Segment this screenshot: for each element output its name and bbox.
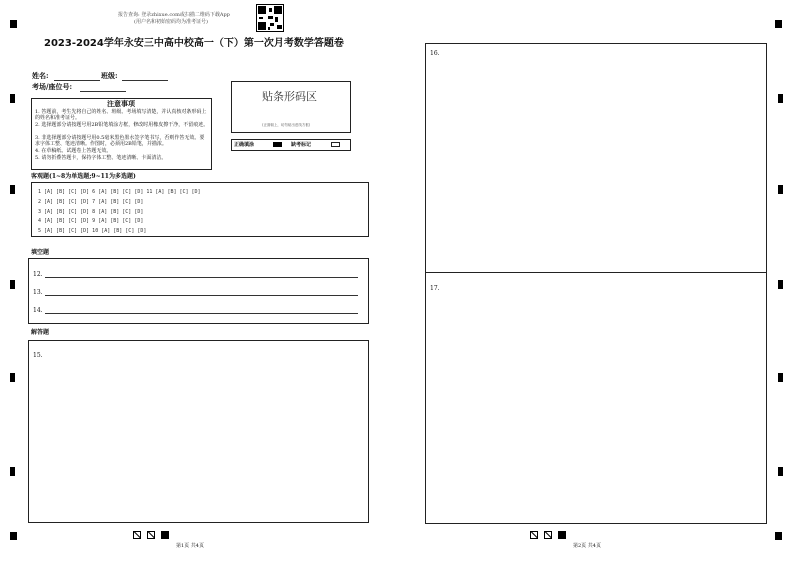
page-code-fill <box>161 531 169 539</box>
timing-mark <box>778 280 783 289</box>
question-12-label: 12. <box>33 271 43 278</box>
notes-title: 注意事项 <box>107 99 135 108</box>
objective-row[interactable]: 5 [A] [B] [C] [D] 10 [A] [B] [C] [D] <box>38 228 147 234</box>
room-label: 考场/座位号: <box>32 82 73 91</box>
timing-mark <box>10 185 15 194</box>
page-code-box <box>530 531 538 539</box>
class-label: 班级: <box>101 71 118 80</box>
page-code-box <box>544 531 552 539</box>
registration-mark <box>10 20 17 28</box>
fill-in-box <box>28 258 369 324</box>
correct-fill-label: 正确填涂 <box>234 142 255 148</box>
objective-row[interactable]: 3 [A] [B] [C] [D] 8 [A] [B] [C] [D] <box>38 209 144 215</box>
page-code-box <box>147 531 155 539</box>
objective-row[interactable]: 2 [A] [B] [C] [D] 7 [A] [B] [C] [D] <box>38 199 144 205</box>
correct-fill-sample <box>273 142 282 147</box>
notes-item: 5. 请勿折叠答题卡，保持字体工整、笔迹清晰、卡面清洁。 <box>35 155 167 161</box>
answer-17-box[interactable] <box>425 272 767 524</box>
page-title: 2023-2024学年永安三中高中校高一（下）第一次月考数学答题卷 <box>44 38 344 49</box>
answer-14-line[interactable] <box>45 313 358 314</box>
question-13-label: 13. <box>33 289 43 296</box>
report-notice-line1: 报告查询: 登录zhixue.com或扫描二维码下载App <box>118 12 230 18</box>
page-number: 第2页 共4页 <box>573 543 601 549</box>
registration-mark <box>10 532 17 540</box>
answer-12-line[interactable] <box>45 277 358 278</box>
barcode-note: (正面朝上，切勿贴出虚线方框) <box>262 123 311 127</box>
solution-heading: 解答题 <box>31 329 50 336</box>
qr-code[interactable] <box>256 4 284 32</box>
objective-heading: 客观题(1~8为单选题;9~11为多选题) <box>31 173 136 180</box>
timing-mark <box>10 467 15 476</box>
notes-item: 3. 非选择题部分请按题号用0.5毫米黑色墨水签字笔书写，否则作答无效。要求字体工整、笔迹清晰。作图时，必须用2B铅笔，并描浓。 <box>35 135 205 147</box>
question-14-label: 14. <box>33 307 43 314</box>
timing-mark <box>10 94 15 103</box>
room-field[interactable] <box>80 91 126 92</box>
notes-item: 2. 选择题部分请按题号用2B铅笔填涂方框，修改时用橡皮擦干净，不留痕迹。 <box>35 122 209 128</box>
notes-item: 1. 答题前，考生先将自己的姓名、班级、考场填写清楚，并认真核对条形码上的姓名和准考证号。 <box>35 109 207 121</box>
absent-checkbox[interactable] <box>331 142 340 147</box>
question-15-label: 15. <box>33 352 43 359</box>
page-number: 第1页 共4页 <box>176 543 204 549</box>
absent-label: 缺考标记 <box>291 142 312 148</box>
objective-row[interactable]: 4 [A] [B] [C] [D] 9 [A] [B] [C] [D] <box>38 218 144 224</box>
answer-16-box[interactable] <box>425 43 767 273</box>
objective-row[interactable]: 1 [A] [B] [C] [D] 6 [A] [B] [C] [D] 11 [A] [B] [C] [D] <box>38 189 201 195</box>
timing-mark <box>10 373 15 382</box>
timing-mark <box>778 467 783 476</box>
question-16-label: 16. <box>430 50 440 57</box>
fill-in-heading: 填空题 <box>31 249 50 256</box>
timing-mark <box>10 280 15 289</box>
report-notice-line2: (用户名和初始密码均为准考证号) <box>134 19 208 25</box>
registration-mark <box>775 20 782 28</box>
timing-mark <box>778 185 783 194</box>
registration-mark <box>775 532 782 540</box>
question-17-label: 17. <box>430 285 440 292</box>
name-field[interactable] <box>54 80 100 81</box>
timing-mark <box>778 373 783 382</box>
notes-item: 4. 在草稿纸、试题卷上答题无效。 <box>35 148 112 154</box>
name-label: 姓名: <box>32 71 49 80</box>
answer-13-line[interactable] <box>45 295 358 296</box>
class-field[interactable] <box>122 80 168 81</box>
barcode-label: 贴条形码区 <box>262 90 317 103</box>
page-code-fill <box>558 531 566 539</box>
page-code-box <box>133 531 141 539</box>
answer-15-box[interactable] <box>28 340 369 523</box>
timing-mark <box>778 94 783 103</box>
